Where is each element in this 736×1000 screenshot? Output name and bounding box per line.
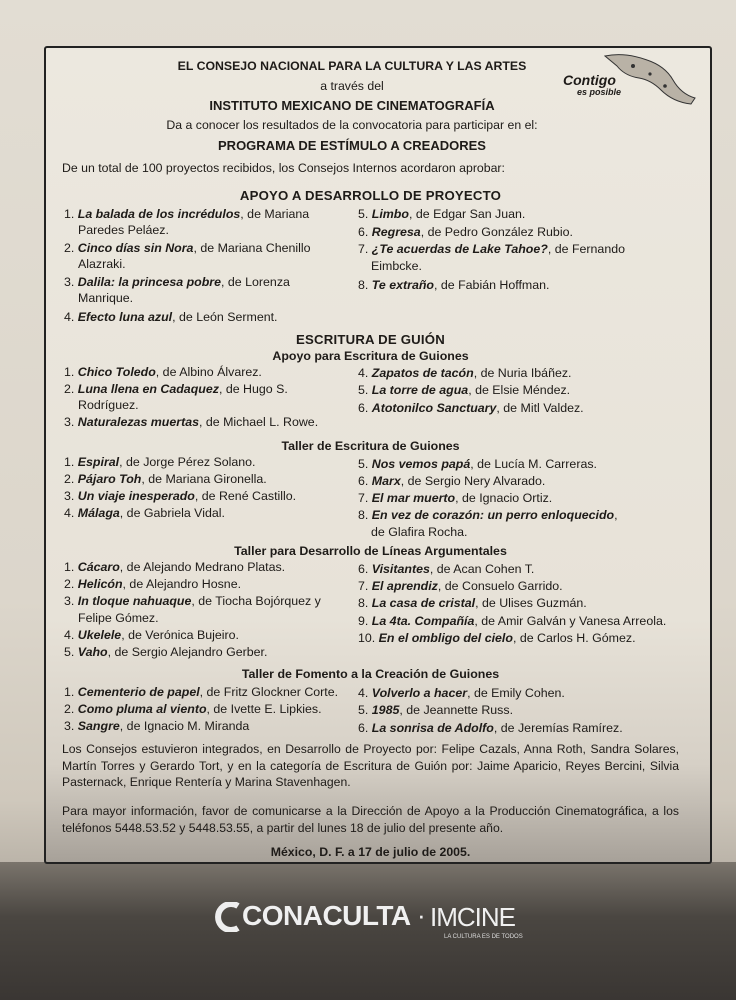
item-number: 4. bbox=[64, 628, 78, 642]
apoyo-escritura-title: Apoyo para Escritura de Guiones bbox=[272, 349, 469, 363]
item-number: 1. bbox=[64, 455, 78, 469]
item-author: , de Jeremías Ramírez. bbox=[493, 721, 623, 735]
item-number: 1. bbox=[64, 207, 78, 221]
item-title: El aprendiz bbox=[371, 579, 438, 593]
item-number: 2. bbox=[64, 577, 78, 591]
item-number: 5. bbox=[358, 207, 372, 221]
item-number: 2. bbox=[64, 472, 78, 486]
item-number: 8. bbox=[358, 508, 372, 522]
conaculta-mark-icon bbox=[212, 902, 242, 932]
item-author: , de René Castillo. bbox=[194, 489, 297, 503]
list-item bbox=[358, 721, 623, 736]
list-item bbox=[78, 291, 133, 306]
list-item bbox=[64, 365, 262, 380]
list-item bbox=[64, 241, 311, 256]
item-number: 7. bbox=[358, 491, 372, 505]
item-number: 3. bbox=[64, 719, 78, 733]
item-number: 6. bbox=[358, 562, 372, 576]
item-author: , de Lucía M. Carreras. bbox=[470, 457, 597, 471]
item-title: La sonrisa de Adolfo bbox=[371, 721, 494, 735]
item-author: , de Hugo S. bbox=[218, 382, 288, 396]
item-number: 2. bbox=[64, 241, 78, 255]
item-title: Te extraño bbox=[371, 278, 434, 292]
logo-dot: · bbox=[417, 900, 426, 930]
item-author: , de Mariana bbox=[240, 207, 310, 221]
item-title: Naturalezas muertas bbox=[77, 415, 199, 429]
list-item bbox=[64, 415, 318, 430]
list-item bbox=[64, 275, 290, 290]
item-author: Felipe Gómez. bbox=[78, 611, 159, 625]
item-title: Espiral bbox=[77, 455, 120, 469]
logo-tagline: LA CULTURA ES DE TODOS bbox=[444, 934, 523, 940]
fomento-title: Taller de Fomento a la Creación de Guiones bbox=[241, 667, 500, 681]
list-item bbox=[358, 686, 565, 701]
via-text: a través del bbox=[320, 79, 384, 93]
item-author: , de Tiocha Bojórquez y bbox=[191, 594, 321, 608]
item-title: La balada de los incrédulos bbox=[77, 207, 241, 221]
item-author: , bbox=[614, 508, 618, 522]
list-item bbox=[358, 508, 618, 523]
item-title: Cementerio de papel bbox=[77, 685, 200, 699]
list-item bbox=[64, 455, 256, 470]
item-number: 5. bbox=[358, 703, 372, 717]
item-author: , de León Serment. bbox=[172, 310, 278, 324]
list-item bbox=[78, 611, 159, 626]
item-number: 4. bbox=[358, 686, 372, 700]
item-author: Rodríguez. bbox=[78, 398, 139, 412]
item-number: 3. bbox=[64, 489, 78, 503]
list-item bbox=[64, 506, 225, 521]
item-number: 5. bbox=[358, 383, 372, 397]
list-item bbox=[371, 259, 422, 274]
item-number: 10. bbox=[358, 631, 379, 645]
item-number: 9. bbox=[358, 614, 372, 628]
item-title: Regresa bbox=[371, 225, 421, 239]
list-item bbox=[64, 382, 288, 397]
list-item bbox=[358, 225, 573, 240]
item-title: Chico Toledo bbox=[77, 365, 156, 379]
item-author: , de Acan Cohen T. bbox=[429, 562, 535, 576]
item-number: 7. bbox=[358, 242, 372, 256]
item-author: de Glafira Rocha. bbox=[371, 525, 468, 539]
item-title: Vaho bbox=[77, 645, 108, 659]
item-author: , de Mariana Gironella. bbox=[141, 472, 267, 486]
list-item bbox=[358, 579, 563, 594]
item-title: Marx bbox=[371, 474, 401, 488]
list-item bbox=[358, 474, 545, 489]
item-number: 1. bbox=[64, 685, 78, 699]
list-item bbox=[64, 645, 267, 660]
item-title: Como pluma al viento bbox=[77, 702, 207, 716]
item-author: Alazraki. bbox=[78, 257, 126, 271]
item-number: 6. bbox=[358, 225, 372, 239]
item-title: 1985 bbox=[371, 703, 400, 717]
item-author: , de Gabriela Vidal. bbox=[119, 506, 225, 520]
item-title: Helicón bbox=[77, 577, 123, 591]
list-item bbox=[64, 207, 309, 222]
item-title: Pájaro Toh bbox=[77, 472, 142, 486]
list-item bbox=[64, 685, 338, 700]
item-number: 6. bbox=[358, 721, 372, 735]
item-number: 4. bbox=[358, 366, 372, 380]
item-author: , de Jorge Pérez Solano. bbox=[119, 455, 256, 469]
item-title: Luna llena en Cadaquez bbox=[77, 382, 219, 396]
item-number: 3. bbox=[64, 415, 78, 429]
date-line: México, D. F. a 17 de julio de 2005. bbox=[270, 845, 471, 859]
item-title: Limbo bbox=[371, 207, 409, 221]
item-author: , de Fernando bbox=[547, 242, 625, 256]
logo-conaculta-text: CONACULTA bbox=[242, 900, 411, 931]
item-number: 1. bbox=[64, 560, 78, 574]
item-author: , de Alejandro Hosne. bbox=[122, 577, 242, 591]
list-item bbox=[64, 560, 285, 575]
item-author: Eimbcke. bbox=[371, 259, 422, 273]
item-author: , de Mitl Valdez. bbox=[496, 401, 584, 415]
item-author: , de Pedro González Rubio. bbox=[420, 225, 573, 239]
item-author: , de Consuelo Garrido. bbox=[437, 579, 563, 593]
item-author: , de Amir Galván y Vanesa Arreola. bbox=[474, 614, 667, 628]
item-author: , de Fabián Hoffman. bbox=[433, 278, 550, 292]
item-author: , de Edgar San Juan. bbox=[408, 207, 526, 221]
item-author: , de Mariana Chenillo bbox=[193, 241, 311, 255]
list-item bbox=[358, 383, 570, 398]
item-title: Visitantes bbox=[371, 562, 430, 576]
item-title: Ukelele bbox=[77, 628, 122, 642]
list-item bbox=[358, 631, 636, 646]
list-item bbox=[358, 401, 584, 416]
item-author: , de Ulises Guzmán. bbox=[475, 596, 587, 610]
item-author: , de Michael L. Rowe. bbox=[199, 415, 319, 429]
list-item bbox=[358, 457, 597, 472]
item-number: 8. bbox=[358, 278, 372, 292]
item-number: 3. bbox=[64, 594, 78, 608]
list-item bbox=[64, 628, 239, 643]
item-author: , de Jeannette Russ. bbox=[399, 703, 514, 717]
item-number: 4. bbox=[64, 506, 78, 520]
councils-paragraph: Los Consejos estuvieron integrados, en Desarrollo de Proyecto por: Felipe Cazals, Anna Roth, Sandra Solares, Martín Torres y Gerardo Tort, y en la categoría de Escritura de Guión por: Jaime Aparicio, Reyes Bercini, Silvia Pasternack, Enrique Rentería y Marina Stavenhagen. bbox=[62, 742, 679, 790]
escritura-title: ESCRITURA DE GUIÓN bbox=[296, 332, 445, 347]
list-item bbox=[358, 491, 552, 506]
item-number: 6. bbox=[358, 474, 372, 488]
item-title: Sangre bbox=[77, 719, 120, 733]
item-number: 5. bbox=[64, 645, 78, 659]
item-title: Volverlo a hacer bbox=[371, 686, 468, 700]
list-item bbox=[64, 719, 249, 734]
list-item bbox=[78, 398, 139, 413]
list-item bbox=[64, 472, 267, 487]
item-author: , de Ignacio Ortiz. bbox=[455, 491, 553, 505]
item-number: 3. bbox=[64, 275, 78, 289]
item-title: Málaga bbox=[77, 506, 120, 520]
badge-line1: Contigo bbox=[563, 72, 616, 88]
item-author: , de Emily Cohen. bbox=[467, 686, 565, 700]
item-author: , de Fritz Glockner Corte. bbox=[199, 685, 339, 699]
item-author: , de Verónica Bujeiro. bbox=[121, 628, 239, 642]
org-title: EL CONSEJO NACIONAL PARA LA CULTURA Y LAS ARTES bbox=[177, 59, 527, 73]
item-title: La 4ta. Compañía bbox=[371, 614, 475, 628]
institute-title: INSTITUTO MEXICANO DE CINEMATOGRAFÍA bbox=[209, 98, 495, 113]
item-title: Efecto luna azul bbox=[77, 310, 173, 324]
list-item bbox=[358, 562, 534, 577]
item-title: La casa de cristal bbox=[371, 596, 476, 610]
logo-imcine-text: IMCINE bbox=[430, 902, 515, 932]
item-author: , de Ivette E. Lipkies. bbox=[206, 702, 322, 716]
item-author: , de Nuria Ibáñez. bbox=[473, 366, 572, 380]
item-title: En el ombligo del cielo bbox=[378, 631, 513, 645]
item-author: , de Albino Álvarez. bbox=[155, 365, 262, 379]
program-title: PROGRAMA DE ESTÍMULO A CREADORES bbox=[218, 138, 486, 153]
apoyo-title: APOYO A DESARROLLO DE PROYECTO bbox=[239, 188, 502, 203]
item-number: 1. bbox=[64, 365, 78, 379]
item-title: Dalila: la princesa pobre bbox=[77, 275, 222, 289]
list-item bbox=[78, 223, 169, 238]
item-number: 8. bbox=[358, 596, 372, 610]
item-title: Atotonilco Sanctuary bbox=[371, 401, 497, 415]
list-item bbox=[358, 614, 666, 629]
item-title: Nos vemos papá bbox=[371, 457, 471, 471]
list-item bbox=[358, 703, 513, 718]
list-item bbox=[358, 596, 587, 611]
list-item bbox=[371, 525, 467, 540]
list-item bbox=[358, 278, 549, 293]
item-number: 2. bbox=[64, 382, 78, 396]
list-item bbox=[64, 310, 278, 325]
list-item bbox=[64, 594, 321, 609]
info-paragraph: Para mayor información, favor de comunicarse a la Dirección de Apoyo a la Producción Cinematográfica, a los teléfonos 5448.53.52 y 5448.53.55, a partir del lunes 18 de julio del presente año. bbox=[62, 804, 679, 835]
list-item bbox=[358, 207, 525, 222]
item-title: Cinco días sin Nora bbox=[77, 241, 194, 255]
item-number: 6. bbox=[358, 401, 372, 415]
item-author: , de Lorenza bbox=[221, 275, 290, 289]
item-number: 5. bbox=[358, 457, 372, 471]
taller-title: Taller de Escritura de Guiones bbox=[281, 439, 460, 453]
list-item bbox=[78, 257, 126, 272]
intro-text: De un total de 100 proyectos recibidos, los Consejos Internos acordaron aprobar: bbox=[62, 161, 505, 175]
item-author: , de Carlos H. Gómez. bbox=[512, 631, 636, 645]
list-item bbox=[64, 577, 241, 592]
item-title: Zapatos de tacón bbox=[371, 366, 474, 380]
list-item bbox=[64, 489, 296, 504]
item-title: In tloque nahuaque bbox=[77, 594, 192, 608]
conaculta-imcine-logo bbox=[212, 898, 532, 944]
item-title: Cácaro bbox=[77, 560, 120, 574]
item-title: En vez de corazón: un perro enloquecido bbox=[371, 508, 615, 522]
item-author: , de Elsie Méndez. bbox=[468, 383, 571, 397]
item-author: , de Sergio Nery Alvarado. bbox=[400, 474, 546, 488]
lineas-title: Taller para Desarrollo de Líneas Argumentales bbox=[234, 544, 507, 558]
item-author: , de Sergio Alejandro Gerber. bbox=[107, 645, 268, 659]
list-item bbox=[358, 242, 625, 257]
item-author: Paredes Peláez. bbox=[78, 223, 169, 237]
item-title: El mar muerto bbox=[371, 491, 456, 505]
item-title: Un viaje inesperado bbox=[77, 489, 195, 503]
item-author: , de Alejando Medrano Platas. bbox=[119, 560, 286, 574]
item-author: Manrique. bbox=[78, 291, 134, 305]
item-title: La torre de agua bbox=[371, 383, 469, 397]
item-number: 4. bbox=[64, 310, 78, 324]
item-title: ¿Te acuerdas de Lake Tahoe? bbox=[371, 242, 548, 256]
item-number: 7. bbox=[358, 579, 372, 593]
item-author: , de Ignacio M. Miranda bbox=[119, 719, 250, 733]
list-item bbox=[64, 702, 322, 717]
announce-text: Da a conocer los resultados de la convocatoria para participar en el: bbox=[166, 118, 538, 132]
list-item bbox=[358, 366, 572, 381]
badge-line2: es posible bbox=[577, 87, 622, 97]
item-number: 2. bbox=[64, 702, 78, 716]
